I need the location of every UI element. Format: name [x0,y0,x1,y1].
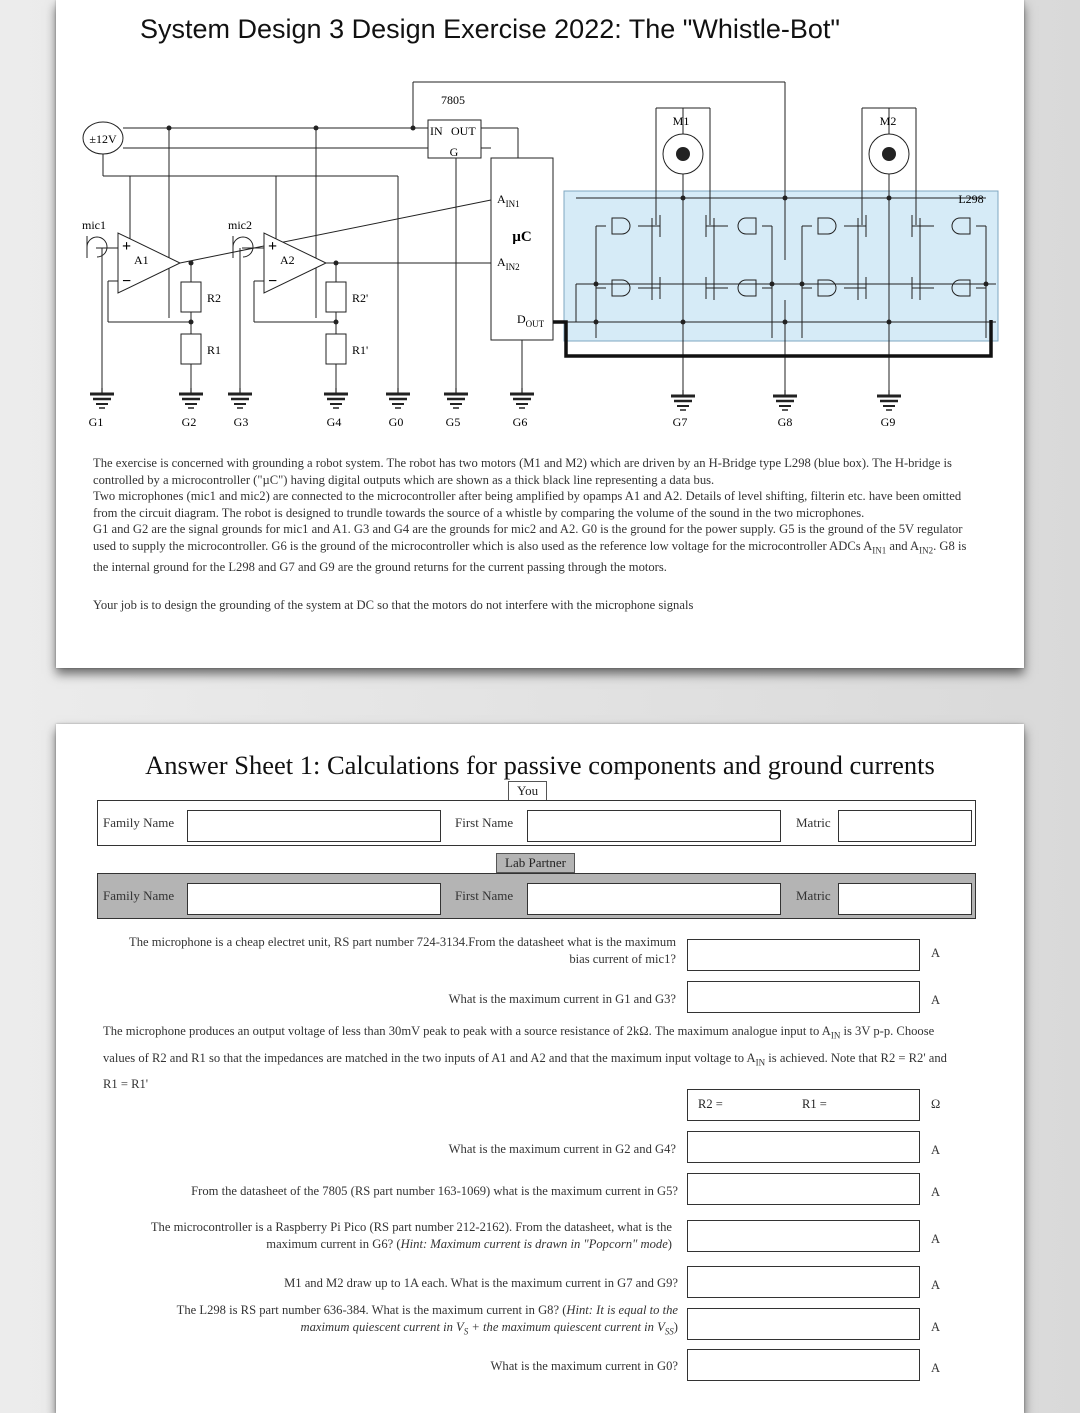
matric-field[interactable] [838,810,972,842]
svg-text:A2: A2 [280,253,295,267]
answer-sheet-page: Answer Sheet 1: Calculations for passive components and ground currents You Family Name First Name Matric Lab Partner Family Name First Name Matric The microphone is a cheap electret unit, RS part number 724-3134.From the datasheet what is the maximum bias current of mic1? A What is the maximum current in G1 and G3? A The microphone produces an output voltage of less than 30mV peak to peak with a source resistance of 2kΩ. The maximum analogue input to $A_{IN}$ is 3V p-p. Choose values of R2 and R1 so that the impedances are matched in the two inputs of A1 and A2 and that the maximum input voltage to $A_{IN}$ is achieved. Note that R2 = R2' and R1 = R1' R2 = R1 = Ω What is the maximum current in G2 and G4? A From the datasheet of the 7805 (RS part number 163-1069) what is the maximum current in G5? A The microcontroller is a Raspberry Pi Pico (RS part number 212-2162). From the datasheet, what is the maximum current in G6? (Hint: Maximum current is drawn in "Popcorn" mode) A M1 and M2 draw up to 1A each. What is the maximum current in G7 and G9? A The L298 is RS part number 636-384. What is the maximum current in G8? (Hint: It is equal to the maximum quiescent current in $V_S$ + the maximum quiescent current in $V_{SS}$) A What is the maximum current in G0? A [56,724,1024,1413]
svg-text:+: + [268,238,278,255]
answer-g5[interactable] [687,1173,920,1205]
svg-text:AIN2: $A_{IN2}$ [497,255,520,272]
svg-text:−: − [122,273,132,290]
svg-text:IN: IN [430,124,443,138]
uc-label: µC [512,229,532,245]
svg-text:mic1: mic1 [82,218,106,232]
svg-text:−: − [268,273,278,290]
svg-text:AIN1: $A_{IN1}$ [497,192,520,209]
question-g6: The microcontroller is a Raspberry Pi Pico (RS part number 212-2162). From the datasheet, what is the maximum current in G6? (Hint: Maximum current is drawn in "Popcorn" mode) [150,1220,672,1251]
lab-partner-tag: Lab Partner [496,853,575,873]
answer-g0[interactable] [687,1349,920,1381]
svg-text:DOUT: $D_{OUT}$ [517,312,545,329]
supply-label: ±12V [89,132,117,146]
exercise-title: System Design 3 Design Exercise 2022: The "Whistle-Bot" [140,14,840,44]
motor-m2-label: M2 [879,114,897,128]
svg-text:R1': R1' [352,343,369,357]
regulator-label: 7805 [441,93,465,107]
question-g5: From the datasheet of the 7805 (RS part number 163-1069) what is the maximum current in G5? [191,1184,678,1198]
answer-g2-g4[interactable] [687,1131,920,1163]
svg-text:A1: A1 [134,253,149,267]
ground-label-g9: G9 [880,415,896,429]
svg-text:R2': R2' [352,291,369,305]
exercise-page [56,0,1024,668]
l298-box [564,191,998,341]
family-name-field[interactable] [187,810,441,842]
ground-label-g0: G0 [388,415,404,429]
ground-label-g7: G7 [672,415,688,429]
motor-m1-label: M1 [672,114,690,128]
answer-g8[interactable] [687,1308,920,1340]
resistor-question: The microphone produces an output voltage of less than 30mV peak to peak with a source resistance of 2kΩ. The maximum analogue input to $A_{IN}$ is 3V p-p. Choose values of R2 and R1 so that the impedances are matched in the two inputs of A1 and A2 and that the maximum input voltage to $A_{IN}$ is achieved. Note that R2 = R2' and R1 = R1' [103,1024,947,1092]
ground-label-g3: G3 [233,415,249,429]
partner-row: Family Name First Name Matric [97,873,976,919]
answer-g7-g9[interactable] [687,1266,920,1298]
svg-text:R1: R1 [207,343,222,357]
answer-mic-bias[interactable] [687,939,920,971]
question-g0: What is the maximum current in G0? [490,1359,678,1373]
first-name-field[interactable] [527,810,781,842]
question-g1-g3: What is the maximum current in G1 and G3? [448,992,676,1006]
partner-first-name-field[interactable] [527,883,781,915]
job-statement: Your job is to design the grounding of the system at DC so that the motors do not interfere with the microphone signals [93,597,694,612]
svg-text:G: G [449,145,459,159]
question-g7-g9: M1 and M2 draw up to 1A each. What is the maximum current in G7 and G9? [284,1276,678,1290]
partner-matric-field[interactable] [838,883,972,915]
question-g8: The L298 is RS part number 636-384. What is the maximum current in G8? (Hint: It is equal to the maximum quiescent current in $V_S$ + the maximum quiescent current in $V_{SS}$) [176,1303,678,1337]
svg-text:mic2: mic2 [228,218,252,232]
answer-resistors[interactable]: R2 = R1 = [687,1089,920,1121]
answer-g1-g3[interactable] [687,981,920,1013]
svg-text:R2: R2 [207,291,222,305]
ground-label-g1: G1 [88,415,104,429]
student-row: Family Name First Name Matric [97,800,976,846]
exercise-description: The exercise is concerned with grounding a robot system. The robot has two motors (M1 and M2) which are driven by an H-Bridge type L298 (blue box). The H-bridge is controlled by a microcontroller ("µC") having digital outputs which are shown as a thick black line representing a data bus. Two microphones (mic1 and mic2) are connected to the microcontroller after being amplified by opamps A1 and A2. Details of level shifting, filterin etc. have been omitted from the circuit diagram. The robot is designed to trundle towards the source of a whistle by comparing the volume of the sound in the two microphones. G1 and G2 are the signal grounds for mic1 and A1. G3 and G4 are the grounds for mic2 and A2. G0 is the ground for the power supply. G5 is the ground of the 5V regulator used to supply the microcontroller. G6 is the ground of the microcontroller which is also used as the reference low voltage for the microcontroller ADCs $A_{IN1}$ and $A_{IN2}$. G8 is the internal ground for the L298 and G7 and G9 are the ground returns for the current passing through the motors. Your job is to design the grounding of the system at DC so that the motors do not interfere with the microphone signals [93,455,973,613]
answer-g6[interactable] [687,1220,920,1252]
l298-label: L298 [958,192,984,206]
ground-label-g6: G6 [512,415,528,429]
answer-sheet-title: Answer Sheet 1: Calculations for passive components and ground currents [145,750,935,780]
you-tag: You [508,781,547,801]
partner-family-name-field[interactable] [187,883,441,915]
ground-label-g4: G4 [326,415,342,429]
question-g2-g4: What is the maximum current in G2 and G4? [448,1142,676,1156]
ground-label-g2: G2 [181,415,197,429]
question-mic-bias: The microphone is a cheap electret unit, RS part number 724-3134.From the datasheet what is the maximum bias current of mic1? [129,935,676,966]
svg-text:+: + [122,238,132,255]
ground-label-g8: G8 [777,415,793,429]
svg-text:OUT: OUT [451,124,476,138]
circuit-diagram [56,0,1024,440]
ground-label-g5: G5 [445,415,461,429]
